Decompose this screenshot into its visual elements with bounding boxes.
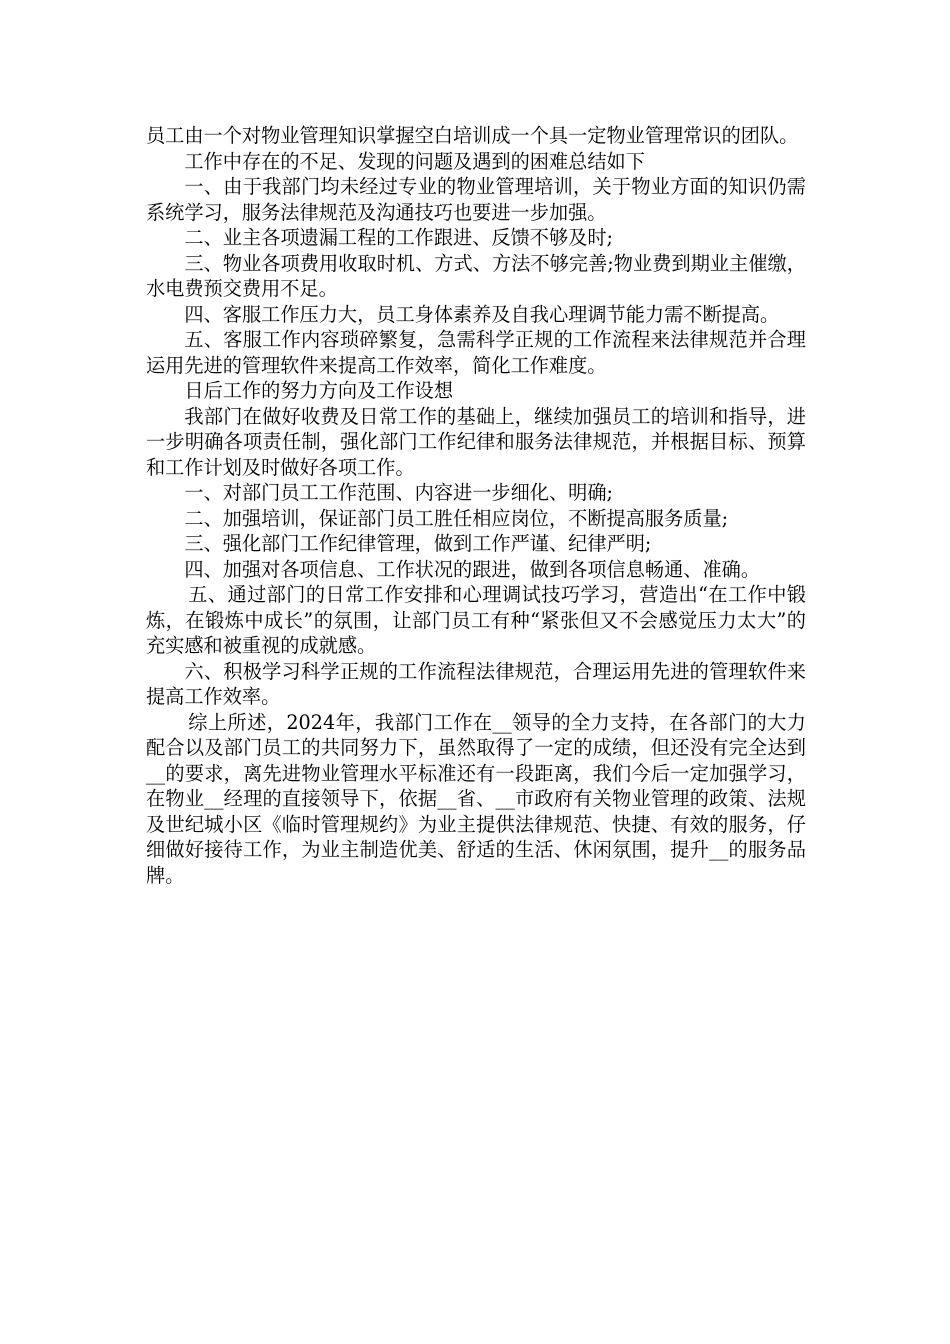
paragraph-14: 五、通过部门的日常工作安排和心理调试技巧学习，营造出“在工作中锻炼，在锻炼中成长”的氛围，让部门员工有种“紧张但又不会感觉压力太大”的充实感和被重视的成就感。 (146, 583, 806, 657)
paragraph-7: 五、客服工作内容琐碎繁复，急需科学正规的工作流程来法律规范并合理运用先进的管理软件来提高工作效率，简化工作难度。 (146, 328, 806, 377)
paragraph-5: 三、物业各项费用收取时机、方式、方法不够完善;物业费到期业主催缴，水电费预交费用不足。 (146, 251, 806, 300)
document-body (146, 123, 806, 888)
paragraph-9: 我部门在做好收费及日常工作的基础上，继续加强员工的培训和指导，进一步明确各项责任制，强化部门工作纪律和服务法律规范，并根据目标、预算和工作计划及时做好各项工作。 (146, 404, 806, 479)
paragraph-6: 四、客服工作压力大，员工身体素养及自我心理调节能力需不断提高。 (184, 302, 780, 326)
paragraph-4: 二、业主各项遗漏工程的工作跟进、反馈不够及时; (184, 226, 613, 249)
paragraph-8: 日后工作的努力方向及工作设想 (184, 379, 454, 402)
paragraph-1: 员工由一个对物业管理知识掌握空白培训成一个具一定物业管理常识的团队。 (146, 124, 799, 147)
paragraph-13: 四、加强对各项信息、工作状况的跟进，做到各项信息畅通、准确。 (184, 557, 761, 581)
paragraph-16: 综上所述，2024年，我部门工作在__领导的全力支持，在各部门的大力配合以及部门员工的共同努力下，虽然取得了一定的成绩，但还没有完全达到__的要求，离先进物业管理水平标准还有一段距离，我们今后一定加强学习，在物业__经理的直接领导下，依据__省、__市政府有关物业管理的政策、法规及世纪城小区《临时管理规约》为业主提供法律规范、快捷、有效的服务，仔细做好接待工作，为业主制造优美、舒适的生活、休闲氛围，提升__的服务品牌。 (146, 710, 806, 887)
paragraph-3: 一、由于我部门均未经过专业的物业管理培训，关于物业方面的知识仍需系统学习，服务法律规范及沟通技巧也要进一步加强。 (146, 175, 806, 224)
paragraph-2: 工作中存在的不足、发现的问题及遇到的困难总结如下 (184, 149, 645, 173)
paragraph-15: 六、积极学习科学正规的工作流程法律规范，合理运用先进的管理软件来提高工作效率。 (146, 659, 806, 708)
paragraph-11: 二、加强培训，保证部门员工胜任相应岗位，不断提高服务质量; (184, 506, 729, 530)
paragraph-10: 一、对部门员工工作范围、内容进一步细化、明确; (184, 481, 613, 504)
paragraph-12: 三、强化部门工作纪律管理，做到工作严谨、纪律严明; (184, 532, 652, 555)
